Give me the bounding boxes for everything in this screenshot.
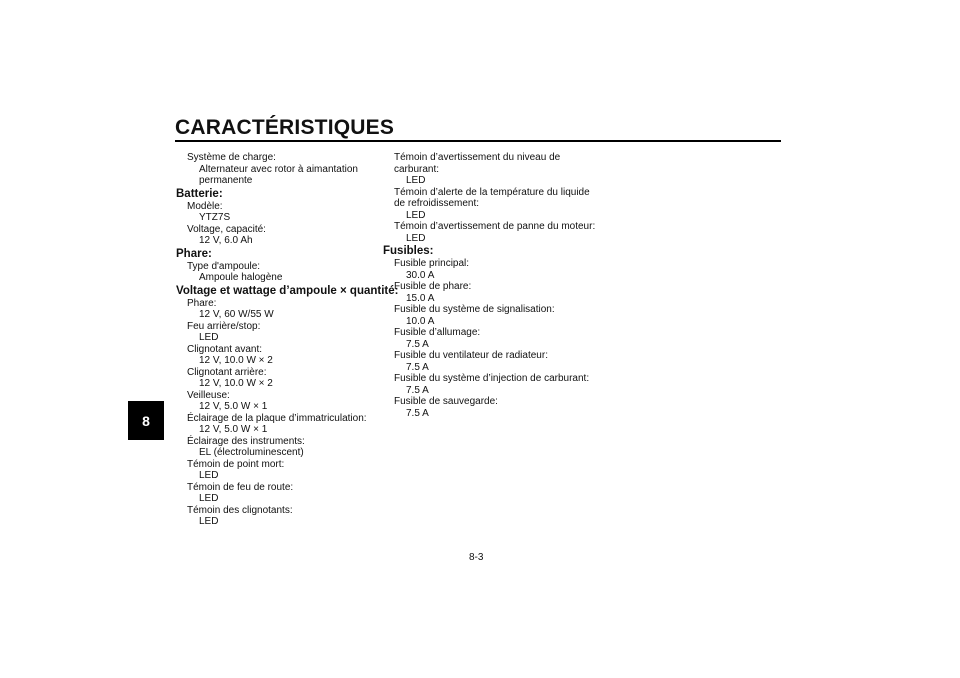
- spec-label: Témoin d’avertissement du niveau de: [394, 152, 561, 163]
- spec-label: Feu arrière/stop:: [187, 320, 261, 332]
- spec-label: Veilleuse:: [187, 389, 230, 401]
- spec-value: LED: [199, 332, 219, 343]
- spec-value: 30.0 A: [406, 269, 435, 281]
- section-heading: Phare:: [176, 247, 212, 260]
- spec-value: 12 V, 10.0 W × 2: [199, 378, 273, 389]
- spec-label: Phare:: [187, 297, 217, 309]
- spec-label: Fusible du ventilateur de radiateur:: [394, 350, 548, 361]
- left-column: [176, 152, 399, 528]
- spec-label: Type d'ampoule:: [187, 260, 261, 272]
- spec-label: Système de charge:: [187, 152, 276, 163]
- spec-value: 12 V, 5.0 W × 1: [199, 401, 268, 412]
- spec-value: 7.5 A: [406, 384, 429, 396]
- spec-label: Clignotant arrière:: [187, 366, 267, 378]
- section-heading: Batterie:: [176, 187, 223, 200]
- spec-label: Fusible d’allumage:: [394, 327, 481, 338]
- section-heading: Fusibles:: [383, 245, 434, 257]
- title-rule: [175, 140, 781, 142]
- spec-label: Éclairage des instruments:: [187, 435, 305, 447]
- spec-value: LED: [406, 209, 426, 221]
- spec-label: Fusible de sauvegarde:: [394, 396, 498, 407]
- spec-label: Voltage, capacité:: [187, 223, 266, 235]
- spec-label: Éclairage de la plaque d’immatriculation:: [187, 412, 367, 424]
- spec-value: 10.0 A: [406, 315, 435, 327]
- spec-value: LED: [199, 493, 219, 504]
- spec-value: EL (électroluminescent): [199, 447, 304, 458]
- spec-label: Fusible du système d’injection de carburant:: [394, 373, 590, 384]
- spec-value: LED: [199, 516, 219, 527]
- page-title: CARACTÉRISTIQUES: [175, 116, 395, 139]
- spec-label: Témoin de point mort:: [187, 458, 285, 470]
- spec-value: 12 V, 10.0 W × 2: [199, 355, 273, 366]
- spec-value: 15.0 A: [406, 292, 435, 304]
- spec-value: LED: [406, 175, 426, 186]
- spec-label: Fusible de phare:: [394, 281, 472, 292]
- spec-value: 7.5 A: [406, 338, 429, 350]
- spec-label: Témoin des clignotants:: [187, 504, 293, 516]
- spec-value: LED: [199, 470, 219, 481]
- spec-label: Fusible principal:: [394, 258, 470, 269]
- page-number: 8-3: [469, 552, 484, 563]
- right-column: [383, 152, 596, 419]
- spec-label: Témoin d’alerte de la température du liquide: [394, 186, 590, 198]
- spec-value: 7.5 A: [406, 361, 429, 373]
- spec-value: YTZ7S: [199, 212, 231, 223]
- spec-label: Fusible du système de signalisation:: [394, 304, 555, 315]
- spec-label: de refroidissement:: [394, 198, 480, 209]
- spec-label: Témoin de feu de route:: [187, 481, 294, 493]
- spec-value: 7.5 A: [406, 407, 429, 419]
- spec-value: 12 V, 5.0 W × 1: [199, 424, 268, 435]
- spec-value: 12 V, 6.0 Ah: [199, 235, 253, 246]
- spec-value: permanente: [199, 175, 253, 186]
- chapter-tab: [128, 401, 164, 440]
- spec-value: 12 V, 60 W/55 W: [199, 309, 274, 320]
- spec-value: Alternateur avec rotor à aimantation: [199, 163, 358, 175]
- section-heading: Voltage et wattage d’ampoule × quantité:: [176, 284, 399, 297]
- spec-label: Modèle:: [187, 200, 223, 212]
- chapter-number: 8: [142, 412, 150, 429]
- spec-value: Ampoule halogène: [199, 272, 283, 283]
- spec-label: Témoin d’avertissement de panne du moteur:: [394, 221, 596, 232]
- spec-label: carburant:: [394, 163, 440, 175]
- spec-value: LED: [406, 232, 426, 244]
- spec-label: Clignotant avant:: [187, 343, 263, 355]
